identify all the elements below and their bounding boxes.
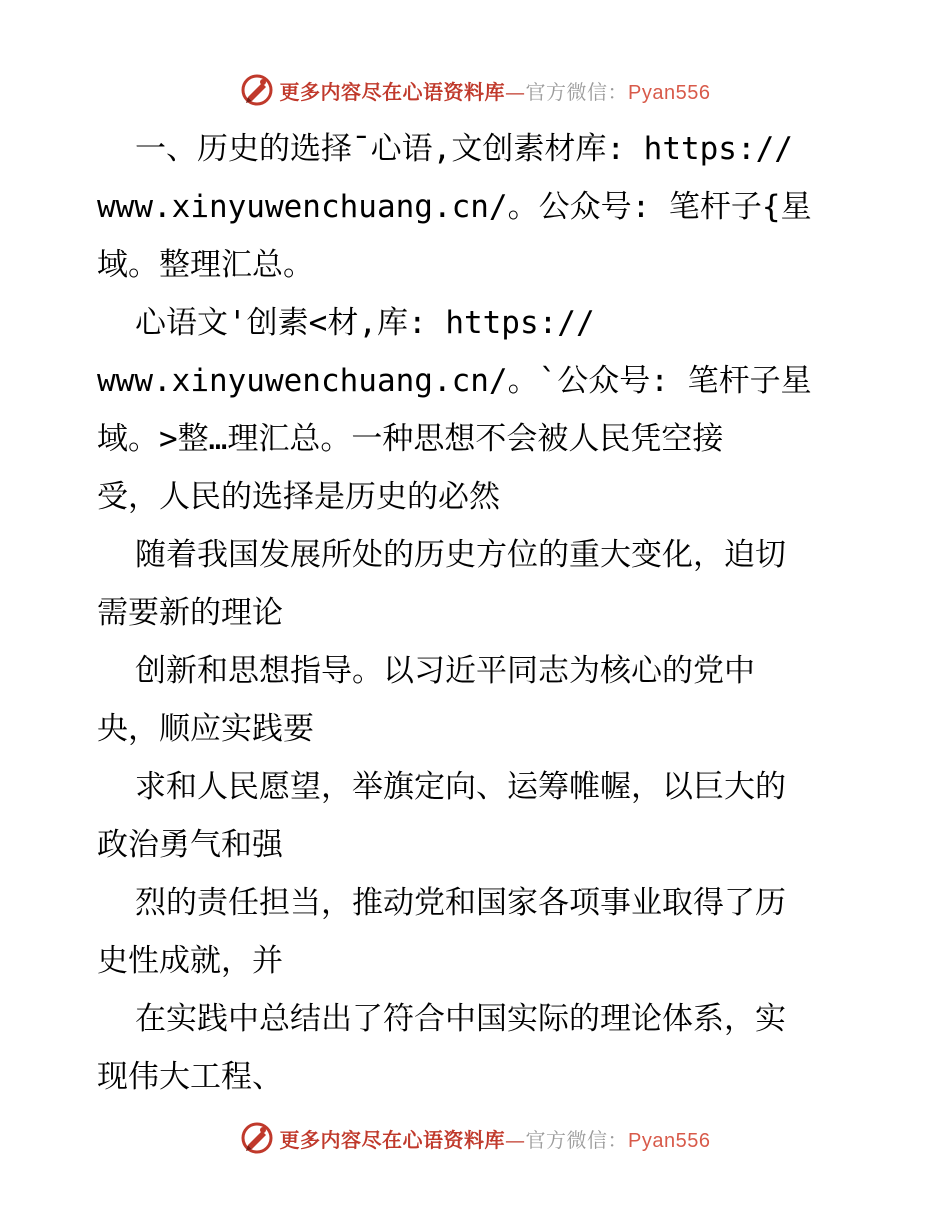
body-line: 域。整理汇总。: [97, 247, 314, 283]
footer-banner-main: 更多内容尽在心语资料库: [279, 1127, 506, 1152]
body-line: 心语文'创素<材,库: https://: [135, 305, 595, 341]
body-line: 央，顺应实践要: [97, 711, 314, 747]
body-line: 随着我国发展所处的历史方位的重大变化，迫切: [135, 537, 786, 573]
body-line: 一、历史的选择¯心语,文创素材库: https://: [135, 131, 793, 167]
footer-banner-dash: —: [505, 1127, 526, 1152]
footer-banner-handle: Pyan556: [628, 1129, 711, 1152]
body-line: 烈的责任担当，推动党和国家各项事业取得了历: [135, 885, 786, 921]
body-line: 受，人民的选择是历史的必然: [97, 479, 500, 515]
pen-logo-icon: [240, 73, 274, 107]
footer-banner-official: 官方微信：: [525, 1127, 629, 1152]
body-line: 史性成就，并: [97, 943, 283, 979]
body-line: 创新和思想指导。以习近平同志为核心的党中: [135, 653, 755, 689]
body-line: 求和人民愿望，举旗定向、运筹帷幄，以巨大的: [135, 769, 786, 805]
body-line: 政治勇气和强: [97, 827, 283, 863]
header-banner-official: 官方微信：: [525, 79, 629, 104]
body-line: www.xinyuwenchuang.cn/。`公众号: 笔杆子星: [97, 363, 812, 399]
header-banner: [0, 70, 950, 110]
footer-banner: [0, 1118, 950, 1158]
header-banner-main: 更多内容尽在心语资料库: [279, 79, 506, 104]
header-banner-dash: —: [505, 79, 526, 104]
body-line: 现伟大工程、: [97, 1059, 283, 1095]
body-line: 需要新的理论: [97, 595, 283, 631]
pen-logo-icon: [240, 1121, 274, 1155]
header-banner-handle: Pyan556: [628, 81, 711, 104]
document-body: [97, 120, 857, 1106]
body-line: www.xinyuwenchuang.cn/。公众号: 笔杆子{星: [97, 189, 812, 225]
header-banner-text: [280, 76, 711, 105]
body-line: 在实践中总结出了符合中国实际的理论体系，实: [135, 1001, 786, 1037]
body-line: 域。>整…理汇总。一种思想不会被人民凭空接: [97, 421, 724, 457]
footer-banner-text: [280, 1124, 711, 1153]
